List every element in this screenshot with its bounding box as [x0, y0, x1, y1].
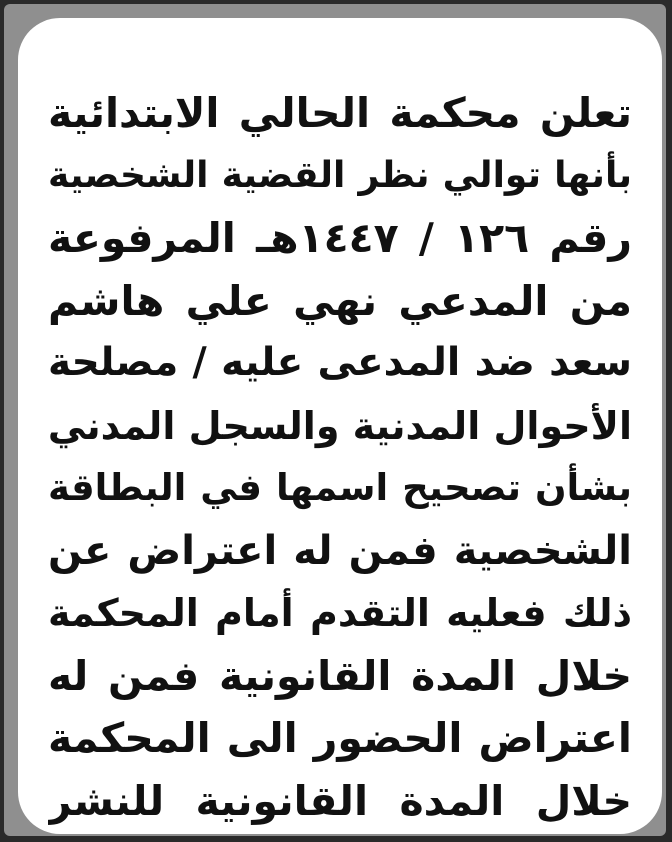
notice-line: من المدعي نهي علي هاشم	[48, 276, 632, 325]
notice-line: سعد ضد المدعى عليه / مصلحة	[48, 340, 632, 385]
notice-line: خلال المدة القانونية للنشر	[48, 776, 632, 825]
notice-line: اعتراض الحضور الى المحكمة	[48, 714, 632, 762]
notice-line: بشأن تصحيح اسمها في البطاقة	[48, 466, 632, 509]
notice-line: ذلك فعليه التقدم أمام المحكمة	[48, 591, 632, 635]
notice-frame	[4, 4, 666, 836]
notice-line: الأحوال المدنية والسجل المدني	[48, 403, 632, 448]
notice-line: بأنها توالي نظر القضية الشخصية	[48, 154, 632, 196]
notice-box	[18, 18, 662, 834]
notice-text	[48, 82, 632, 832]
notice-line: رقم ١٢٦ / ١٤٤٧هـ المرفوعة	[48, 214, 632, 262]
notice-line: خلال المدة القانونية فمن له	[48, 651, 632, 700]
notice-line: تعلن محكمة الحالي الابتدائية	[48, 89, 632, 137]
notice-line: الشخصية فمن له اعتراض عن	[48, 527, 632, 574]
